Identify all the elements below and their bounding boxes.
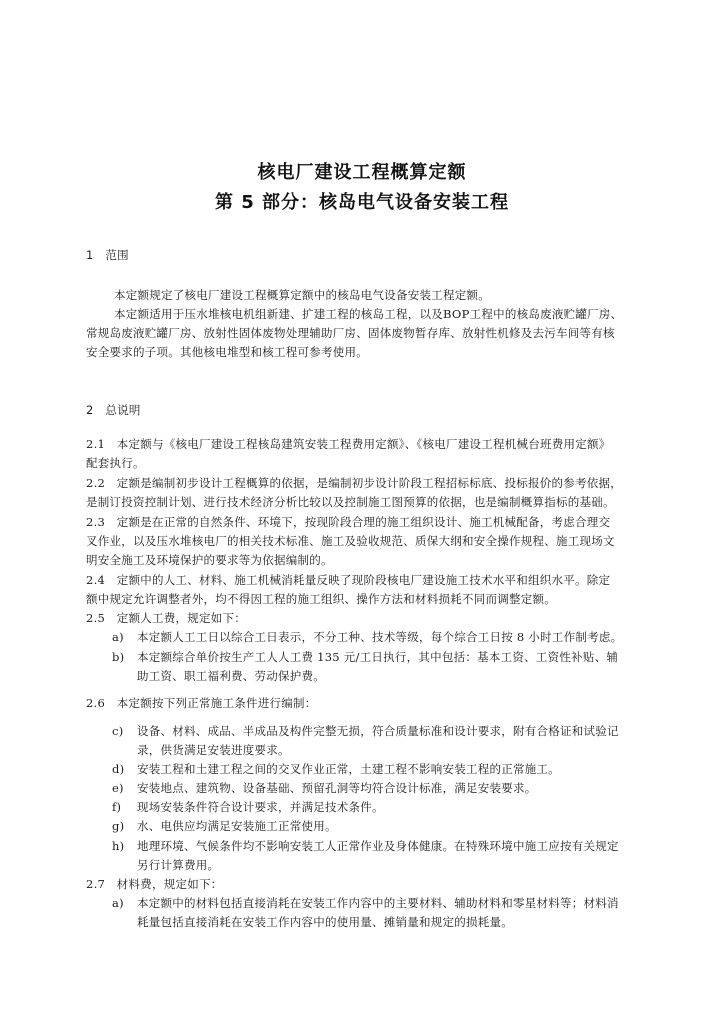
clause-2-5-item-b-line-1: 本定额综合单价按生产工人人工费 135 元/工日执行，其中包括：基本工资、工资性补贴、辅: [137, 650, 619, 664]
clause-2-6-item-h-label: h): [112, 839, 125, 853]
clause-2-7-item-a-line-2: 耗量包括直接消耗在安装工作内容中的使用量、摊销量和规定的损耗量。: [137, 915, 513, 929]
clause-2-6-item-f: 现场安装条件符合设计要求，并满足技术条件。: [137, 800, 384, 814]
clause-2-6-item-d-label: d): [112, 762, 125, 776]
clause-2-5-item-a: 本定额人工工日以综合工日表示，不分工种、技术等级，每个综合工日按 8 小时工作制考虑。: [137, 630, 623, 644]
clause-2-7: 2.7 材料费，规定如下：: [86, 877, 223, 891]
clause-2-2-line-2: 是制订投资控制计划、进行技术经济分析比较以及控制施工图预算的依据，也是编制概算指标的基础。: [86, 495, 615, 509]
clause-2-7-item-a-label: a): [112, 896, 124, 910]
clause-2-6-item-f-label: f): [112, 800, 122, 814]
section-1-heading: 1 范围: [86, 248, 129, 262]
clause-2-7-item-a-line-1: 本定额中的材料包括直接消耗在安装工作内容中的主要材料、辅助材料和零星材料等；材料消: [137, 896, 619, 910]
clause-2-5-item-b-line-2: 助工资、职工福利费、劳动保护费。: [137, 669, 325, 683]
clause-2-6-item-c-line-2: 录，供货满足安装进度要求。: [137, 743, 290, 757]
section-1-paragraph-2-line-1: 本定额适用于压水堆核电机组新建、扩建工程的核岛工程，以及BOP工程中的核岛废液贮罐厂房、: [114, 307, 623, 321]
clause-2-6-item-g: 水、电供应均满足安装施工正常使用。: [137, 819, 337, 833]
clause-2-3-line-3: 明安全施工及环境保护的要求等为依据编制的。: [86, 553, 333, 567]
clause-2-3-line-2: 叉作业，以及压水堆核电厂的相关技术标准、施工及验收规范、质保大纲和安全操作规程、施工现场文: [86, 534, 615, 548]
clause-2-1-line-2: 配套执行。: [86, 456, 145, 470]
section-1-paragraph-2-line-2: 常规岛废液贮罐厂房、放射性固体废物处理辅助厂房、固体废物暂存库、放射性机修及去污车间等有核: [86, 326, 615, 340]
clause-2-1-line-1: 2.1 本定额与《核电厂建设工程核岛建筑安装工程费用定额》、《核电厂建设工程机械台班费用定额》: [86, 437, 611, 451]
clause-2-5-item-a-label: a): [112, 630, 124, 644]
clause-2-5-item-b-label: b): [112, 650, 125, 664]
clause-2-2-line-1: 2.2 定额是编制初步设计工程概算的依据，是编制初步设计阶段工程招标标底、投标报价的参考依据，: [86, 476, 623, 490]
clause-2-5: 2.5 定额人工费，规定如下：: [86, 611, 247, 625]
document-subtitle: 第 5 部分：核岛电气设备安装工程: [214, 192, 510, 213]
section-2-heading: 2 总说明: [86, 403, 141, 417]
clause-2-6: 2.6 本定额按下列正常施工条件进行编制：: [86, 696, 317, 710]
clause-2-6-item-c-label: c): [112, 724, 124, 738]
clause-2-6-item-c-line-1: 设备、材料、成品、半成品及构件完整无损，符合质量标准和设计要求，附有合格证和试验记: [137, 724, 619, 738]
clause-2-6-item-g-label: g): [112, 819, 125, 833]
clause-2-3-line-1: 2.3 定额是在正常的自然条件、环境下，按现阶段合理的施工组织设计、施工机械配备，考虑合理交: [86, 515, 611, 529]
clause-2-4-line-1: 2.4 定额中的人工、材料、施工机械消耗量反映了现阶段核电厂建设施工技术水平和组织水平。除定: [86, 573, 611, 587]
clause-2-6-item-d: 安装工程和土建工程之间的交叉作业正常，土建工程不影响安装工程的正常施工。: [137, 762, 560, 776]
section-1-paragraph-2-line-3: 安全要求的子项。其他核电堆型和核工程可参考使用。: [86, 345, 368, 359]
clause-2-6-item-h-line-1: 地理环境、气候条件均不影响安装工人正常作业及身体健康。在特殊环境中施工应按有关规定: [137, 839, 619, 853]
section-1-paragraph-1: 本定额规定了核电厂建设工程概算定额中的核岛电气设备安装工程定额。: [114, 288, 490, 302]
clause-2-6-item-h-line-2: 另行计算费用。: [137, 858, 220, 872]
clause-2-6-item-e: 安装地点、建筑物、设备基础、预留孔洞等均符合设计标准，满足安装要求。: [137, 781, 537, 795]
document-title: 核电厂建设工程概算定额: [257, 162, 467, 183]
clause-2-6-item-e-label: e): [112, 781, 124, 795]
clause-2-4-line-2: 额中规定允许调整者外，均不得因工程的施工组织、操作方法和材料损耗不同而调整定额。: [86, 592, 556, 606]
